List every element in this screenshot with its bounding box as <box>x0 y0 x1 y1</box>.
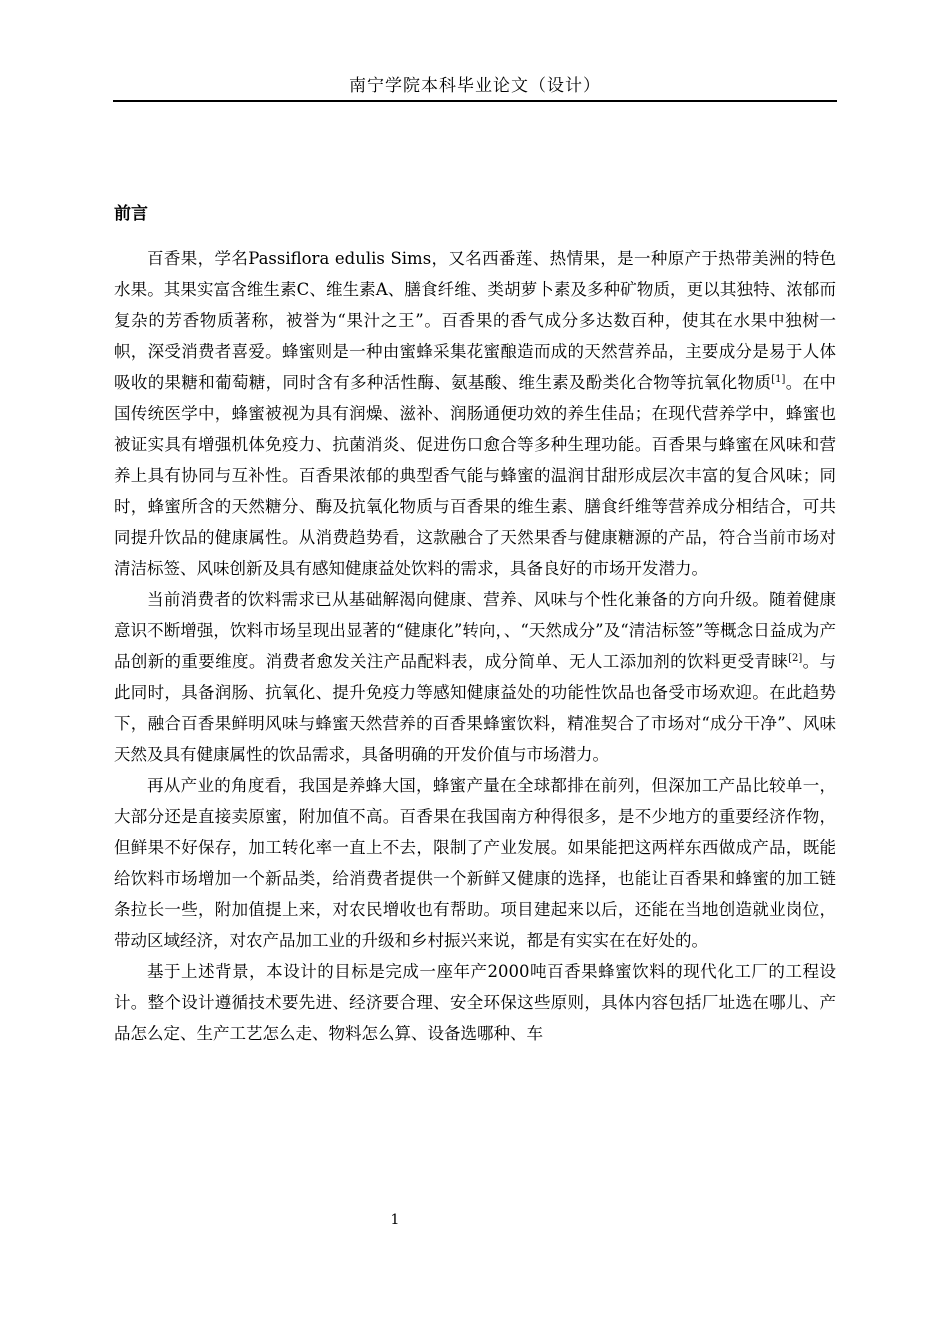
paragraph-text: 百香果，学名Passiflora edulis Sims，又名西番莲、热情果，是一种原产于热带美洲的特色水果。其果实富含维生素C、维生素A、膳食纤维、类胡萝卜素及多种矿物质，更以其独特、浓郁而复杂的芳香物质著称，被誉为“果汁之王”。百香果的香气成分多达数百种，使其在水果中独树一帜，深受消费者喜爱。蜂蜜则是一种由蜜蜂采集花蜜酿造而成的天然营养品，主要成分是易于人体吸收的果糖和葡萄糖，同时含有多种活性酶、氨基酸、维生素及酚类化合物等抗氧化物质 <box>114 249 836 392</box>
citation-ref: [1] <box>771 374 786 385</box>
page-header: 南宁学院本科毕业论文（设计） <box>349 76 601 96</box>
body-text <box>114 243 836 1049</box>
body-paragraph <box>114 770 836 956</box>
header-rule <box>113 100 837 102</box>
body-paragraph <box>114 956 836 1049</box>
paragraph-text: 基于上述背景，本设计的目标是完成一座年产2000吨百香果蜂蜜饮料的现代化工厂的工程设计。整个设计遵循技术要先进、经济要合理、安全环保这些原则，具体内容包括厂址选在哪儿、产品怎么定、生产工艺怎么走、物料怎么算、设备选哪种、车 <box>114 962 836 1043</box>
citation-ref: [2] <box>788 653 803 664</box>
section-title: 前言 <box>114 204 148 224</box>
paragraph-text: 。与此同时，具备润肠、抗氧化、提升免疫力等感知健康益处的功能性饮品也备受市场欢迎。在此趋势下，融合百香果鲜明风味与蜂蜜天然营养的百香果蜂蜜饮料，精准契合了市场对“成分干净”、风味天然及具有健康属性的饮品需求，具备明确的开发价值与市场潜力。 <box>114 652 837 764</box>
paragraph-text: 。在中国传统医学中，蜂蜜被视为具有润燥、滋补、润肠通便功效的养生佳品；在现代营养学中，蜂蜜也被证实具有增强机体免疫力、抗菌消炎、促进伤口愈合等多种生理功能。百香果与蜂蜜在风味和营养上具有协同与互补性。百香果浓郁的典型香气能与蜂蜜的温润甘甜形成层次丰富的复合风味；同时，蜂蜜所含的天然糖分、酶及抗氧化物质与百香果的维生素、膳食纤维等营养成分相结合，可共同提升饮品的健康属性。从消费趋势看，这款融合了天然果香与健康糖源的产品，符合当前市场对清洁标签、风味创新及具有感知健康益处饮料的需求，具备良好的市场开发潜力。 <box>114 373 837 578</box>
page-number: 1 <box>390 1212 400 1228</box>
paragraph-text: 当前消费者的饮料需求已从基础解渴向健康、营养、风味与个性化兼备的方向升级。随着健康意识不断增强，饮料市场呈现出显著的“健康化”转向，、“天然成分”及“清洁标签”等概念日益成为产品创新的重要维度。消费者愈发关注产品配料表，成分简单、无人工添加剂的饮料更受青睐 <box>114 590 836 671</box>
paragraph-text: 再从产业的角度看，我国是养蜂大国，蜂蜜产量在全球都排在前列，但深加工产品比较单一，大部分还是直接卖原蜜，附加值不高。百香果在我国南方种得很多，是不少地方的重要经济作物，但鲜果不好保存，加工转化率一直上不去，限制了产业发展。如果能把这两样东西做成产品，既能给饮料市场增加一个新品类，给消费者提供一个新鲜又健康的选择，也能让百香果和蜂蜜的加工链条拉长一些，附加值提上来，对农民增收也有帮助。项目建起来以后，还能在当地创造就业岗位，带动区域经济，对农产品加工业的升级和乡村振兴来说，都是有实实在在好处的。 <box>114 776 836 950</box>
body-paragraph <box>114 584 836 770</box>
body-paragraph <box>114 243 836 584</box>
